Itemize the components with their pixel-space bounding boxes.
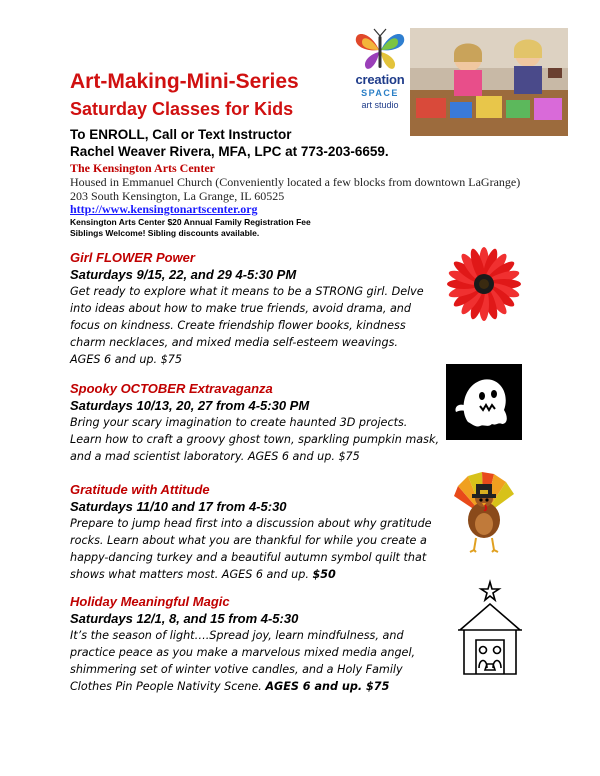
- venue-address: 203 South Kensington, La Grange, IL 60525: [70, 189, 285, 203]
- class-3-description-text: Prepare to jump head first into a discussion about why gratitude rocks. Learn about what you are thankful for while you create a happy-dancing turkey and a beautiful autumn symbol quilt that shows what matters most. AGES 6 and up.: [70, 517, 432, 581]
- class-1-description: [70, 283, 442, 368]
- logo-word-creation: creation: [355, 72, 405, 87]
- class-2-dates: Saturdays 10/13, 20, 27 from 4-5:30 PM: [70, 398, 310, 413]
- logo-word-space: SPACE: [361, 88, 399, 98]
- class-1-title: Girl FLOWER Power: [70, 250, 195, 265]
- registration-fee: Kensington Arts Center $20 Annual Family Registration Fee: [70, 217, 311, 227]
- siblings-note: Siblings Welcome! Sibling discounts available.: [70, 228, 260, 238]
- class-3-description: [70, 515, 442, 583]
- venue-name: The Kensington Arts Center: [70, 161, 215, 175]
- enroll-line: To ENROLL, Call or Text Instructor: [70, 127, 292, 142]
- ghost-icon: [446, 364, 522, 440]
- class-4-dates: Saturdays 12/1, 8, and 15 from 4-5:30: [70, 611, 299, 626]
- class-4-description-text: It’s the season of light….Spread joy, learn mindfulness, and practice peace as you make a marvelous mixed media angel, shimmering set of winter votive candles, and a Holy Family Clothes Pin People Nativity Scene.: [70, 629, 416, 693]
- logo-word-art-studio: art studio: [361, 100, 399, 110]
- instructor-line: Rachel Weaver Rivera, MFA, LPC at 773-203-6659.: [70, 144, 389, 159]
- page-title: Art-Making-Mini-Series: [70, 70, 299, 93]
- class-1-dates: Saturdays 9/15, 22, and 29 4-5:30 PM: [70, 267, 297, 282]
- class-4-title: Holiday Meaningful Magic: [70, 594, 230, 609]
- class-3-price: $50: [312, 568, 336, 581]
- class-1-ages-price: AGES 6 and up. $75: [70, 353, 182, 366]
- creation-space-logo: [352, 28, 408, 130]
- kids-painting-photo: [410, 28, 568, 136]
- red-gerbera-flower-icon: [446, 246, 522, 322]
- turkey-pilgrim-hat-icon: [448, 466, 520, 554]
- venue-website-link[interactable]: http://www.kensingtonartscenter.org: [70, 202, 258, 216]
- page-subtitle: Saturday Classes for Kids: [70, 99, 294, 119]
- venue-housed: Housed in Emmanuel Church (Conveniently located a few blocks from downtown LaGrange): [70, 175, 521, 189]
- class-2-title: Spooky OCTOBER Extravaganza: [70, 381, 273, 396]
- class-1-description-text: Get ready to explore what it means to be a STRONG girl. Delve into ideas about how to make true friends, avoid drama, and focus on kindness. Create friendship flower books, kindness charm necklaces, and mixed media self-esteem weavings.: [70, 285, 424, 349]
- class-3-title: Gratitude with Attitude: [70, 482, 210, 497]
- class-2-description: Bring your scary imagination to create haunted 3D projects. Learn how to craft a groovy ghost town, sparkling pumpkin mask, and a mad scientist laboratory. AGES 6 and up. $75: [70, 416, 439, 463]
- butterfly-logo-icon: [352, 28, 408, 72]
- class-4-ages-price: AGES 6 and up. $75: [265, 680, 390, 693]
- class-4-description: [70, 627, 442, 695]
- nativity-stable-star-icon: [452, 578, 528, 680]
- class-3-dates: Saturdays 11/10 and 17 from 4-5:30: [70, 499, 287, 514]
